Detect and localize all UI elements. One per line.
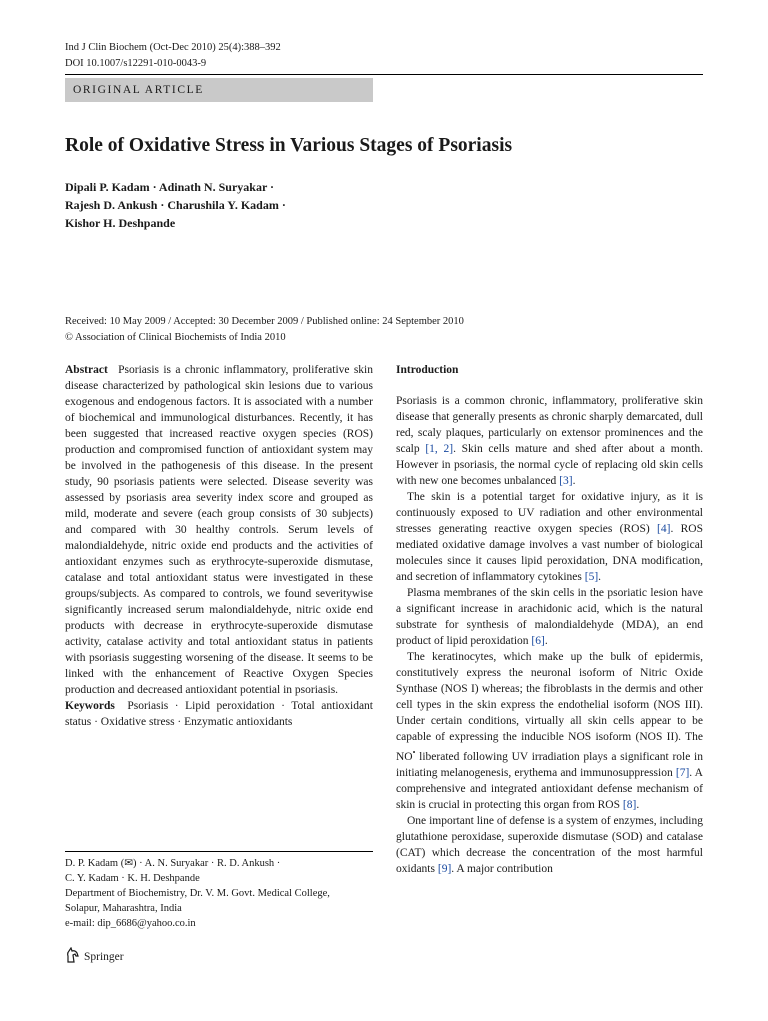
citation-link[interactable]: [1, 2] (425, 443, 454, 455)
citation-link[interactable]: [6] (531, 635, 545, 647)
copyright-line: © Association of Clinical Biochemists of India 2010 (65, 332, 286, 343)
keywords-text: Psoriasis · Lipid peroxidation · Total antioxidant status · Oxidative stress · Enzymatic antioxidants (65, 700, 374, 728)
intro-paragraph: Plasma membranes of the skin cells in the psoriatic lesion have a significant increase in arachidonic acid, which is the natural substrate for synthesis of malondialdehyde (MDA), an end product of lipid peroxidation [6]. (396, 587, 703, 647)
left-column (65, 362, 373, 730)
author-list (65, 178, 286, 232)
journal-header (65, 40, 281, 72)
author-line: Kishor H. Deshpande (65, 216, 176, 230)
citation-link[interactable]: [5] (584, 571, 599, 583)
journal-citation: Ind J Clin Biochem (Oct-Dec 2010) 25(4):388–392 (65, 42, 281, 53)
affiliation-names: C. Y. Kadam · K. H. Deshpande (65, 873, 200, 884)
author-line: Rajesh D. Ankush · Charushila Y. Kadam · (65, 198, 286, 212)
introduction-heading: Introduction (396, 364, 459, 376)
author-line: Dipali P. Kadam · Adinath N. Suryakar · (65, 180, 275, 194)
header-rule (65, 74, 703, 75)
radical-superscript: • (412, 748, 416, 757)
doi: DOI 10.1007/s12291-010-0043-9 (65, 58, 207, 69)
article-type-label: ORIGINAL ARTICLE (65, 78, 373, 102)
keywords-heading: Keywords (65, 700, 115, 712)
citation-link[interactable]: [4] (657, 523, 671, 535)
citation-link[interactable]: [7] (675, 766, 690, 779)
abstract-text: Psoriasis is a chronic inflammatory, proliferative skin disease characterized by pathological skin lesions due to various exogenous and endogenous factors. It is associated with a number of biochemical and immunological disturbances. Recently, it has been suggested that increased reactive oxygen species (ROS) production and compromised function of antioxidant system may be involved in the pathogenesis of this disease. In the present study, 90 psoriasis patients were selected. Disease severity was assessed by psoriasis area severity index score and grouped as mild, moderate and severe (each group consists of 30 subjects) and compared with 30 healthy controls. Serum levels of malondialdehyde, nitric oxide end products and the activities of antioxidant enzymes such as erythrocyte-superoxide dismutase, catalase and total antioxidant status were investigated in these groups/subjects. As compared to controls, we found severitywise significantly increased serum malondialdehyde, nitric oxide end products with decrease in erythrocyte-superoxide dismutase activity, catalase activity and total antioxidant status in patients with psoriasis suggesting worsening of the disease. It seems to be linked with the enhancement of Reactive Oxygen Species production and decreased antioxidant potential in psoriasis. (65, 364, 373, 696)
right-column (396, 362, 703, 877)
affiliation-city: Solapur, Maharashtra, India (65, 903, 182, 914)
affiliation (65, 856, 330, 931)
article-title: Role of Oxidative Stress in Various Stages of Psoriasis (65, 135, 513, 156)
intro-paragraph: The skin is a potential target for oxidative injury, as it is continuously exposed to UV radiation and other environmental stresses generating reactive oxygen species (ROS) [4]. ROS mediated oxidative damage involves a vast number of biological molecules since it causes lipid peroxidation, DNA modification, and secretion of inflammatory cytokines [5]. (396, 491, 703, 583)
footnote-rule (65, 851, 373, 852)
citation-link[interactable]: [3] (559, 475, 573, 487)
publication-history (65, 314, 464, 346)
intro-paragraph: The keratinocytes, which make up the bulk of epidermis, constitutively express the neuronal isoform of Nitric Oxide Synthase (NOS I) whereas; the fibroblasts in the dermis and other cell types in the skin express the endothelial isoform (NOS III). Under certain conditions, virtually all skin cells appear to be capable of expressing the inducible NOS isoform (NOS II). The NO• liberated following UV irradiation plays a significant role in initiating melanogenesis, erythema and immunosuppression [7]. A comprehensive and integrated antioxidant defense mechanism of skin is crucial in protecting this organ from ROS [8]. (396, 651, 703, 811)
citation-link[interactable]: [8] (622, 798, 637, 811)
publisher-footer (65, 947, 124, 966)
affiliation-department: Department of Biochemistry, Dr. V. M. Govt. Medical College, (65, 888, 330, 899)
received-dates: Received: 10 May 2009 / Accepted: 30 December 2009 / Published online: 24 September 2010 (65, 316, 464, 327)
abstract (65, 362, 373, 698)
springer-horse-icon (65, 947, 80, 966)
citation-link[interactable]: [9] (437, 862, 452, 875)
intro-paragraph: Psoriasis is a common chronic, inflammatory, proliferative skin disease that generally presents as chronic sharply demarcated, dull red, scaly plaques, particularly on extensor prominences and the scalp [1, 2]. Skin cells mature and shed after about a month. However in psoriasis, the normal cycle of replacing old skin cells with new one becomes unbalanced [3]. (396, 395, 703, 487)
corresponding-email[interactable]: e-mail: dip_6686@yahoo.co.in (65, 918, 196, 929)
intro-paragraph: One important line of defense is a system of enzymes, including glutathione peroxidase, superoxide dismutase (SOD) and catalase (CAT) which decrease the concentration of the most harmful oxidants [9]. A major contribution (396, 814, 703, 875)
abstract-heading: Abstract (65, 364, 108, 376)
keywords (65, 698, 373, 730)
publisher-name: Springer (84, 950, 124, 963)
affiliation-names: D. P. Kadam (✉) · A. N. Suryakar · R. D. Ankush · (65, 858, 281, 869)
